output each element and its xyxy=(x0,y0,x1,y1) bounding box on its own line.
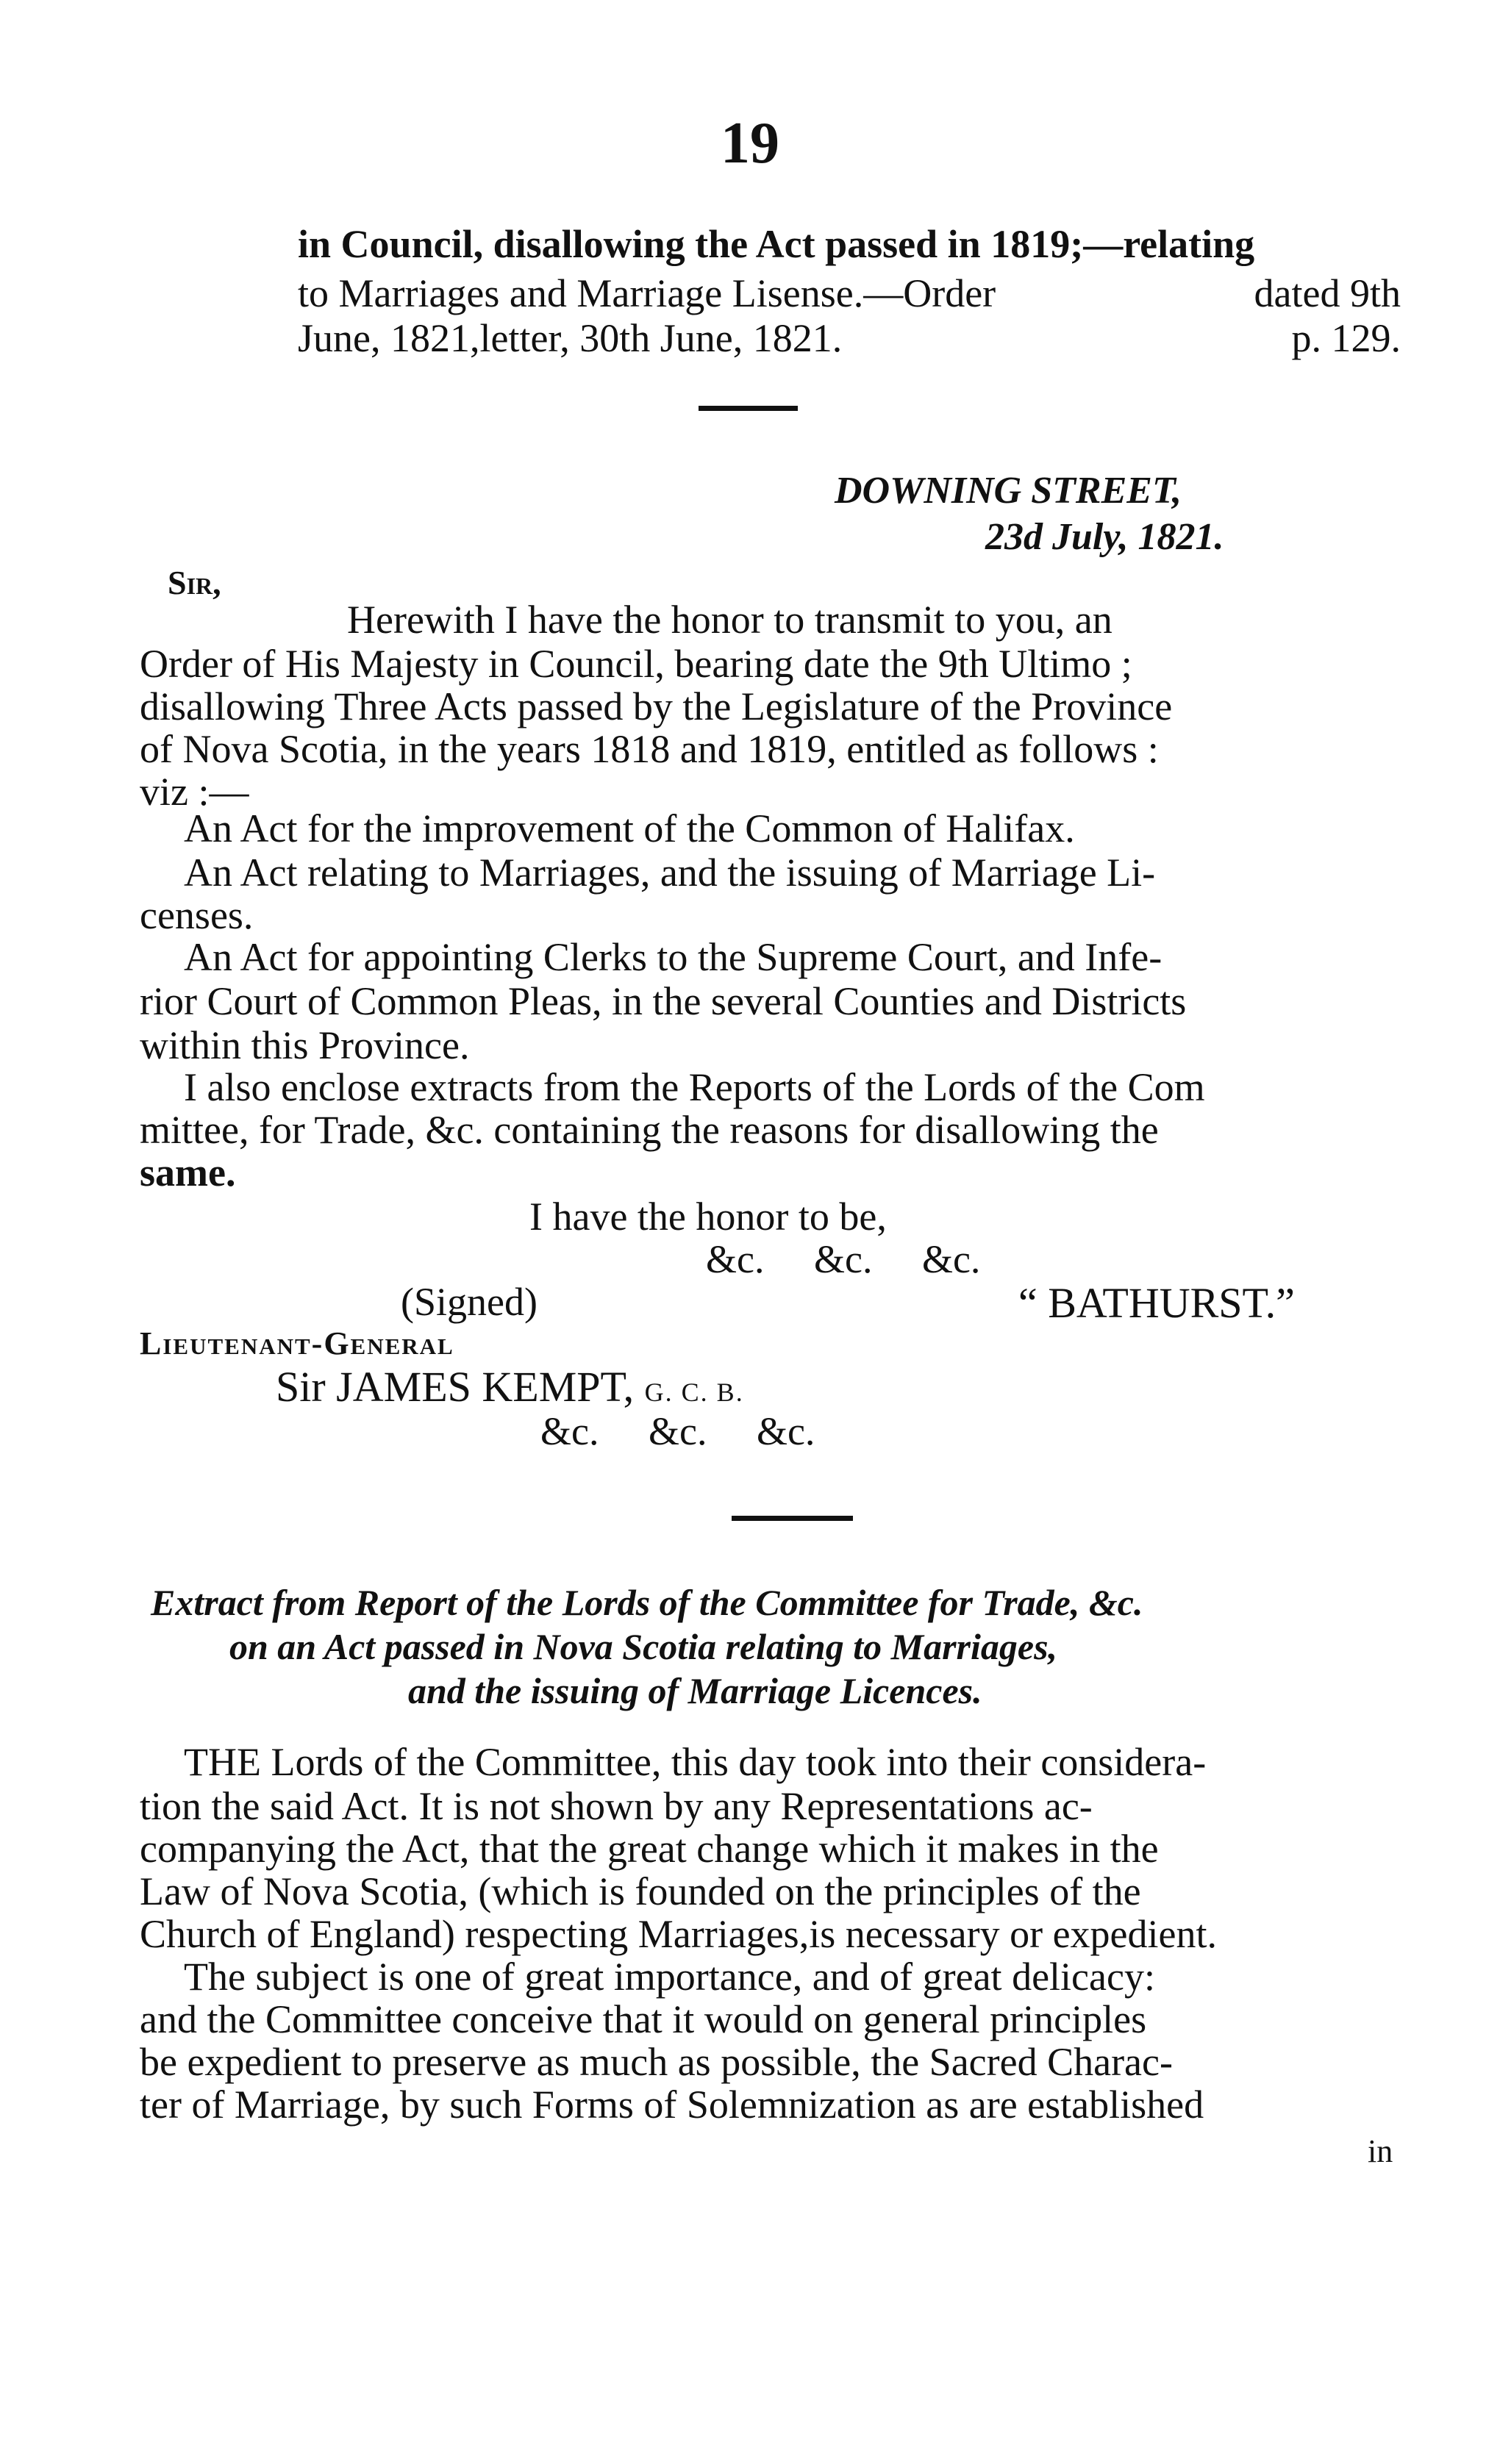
extract-body-line-9: ter of Marriage, by such Forms of Solemnization as are established xyxy=(140,2082,1204,2127)
enclose-line-2: mittee, for Trade, &c. containing the reasons for disallowing the xyxy=(140,1108,1159,1152)
section-divider-bottom xyxy=(732,1516,853,1521)
letter-body-line-4-text: of Nova Scotia, in the years 1818 and 1819, entitled as follows : xyxy=(140,727,1159,771)
catchword: in xyxy=(1368,2133,1393,2169)
extract-body-line-2: tion the said Act. It is not shown by any Representations ac- xyxy=(140,1784,1093,1828)
council-line-2-left: to Marriages and Marriage Lisense.—Order xyxy=(298,271,996,315)
letter-signature: “ BATHURST.” xyxy=(1018,1279,1295,1327)
letter-closing: I have the honor to be, xyxy=(529,1195,887,1239)
letter-body-line-3-text: disallowing Three Acts passed by the Legislature of the Province xyxy=(140,684,1173,728)
act-line-5: rior Court of Common Pleas, in the several Counties and Districts xyxy=(140,979,1187,1023)
letter-signed: (Signed) xyxy=(401,1280,538,1324)
letter-body-line-4 xyxy=(140,729,1404,769)
council-line-3-left: June, 1821,letter, 30th June, 1821. xyxy=(298,316,843,360)
act-line-3: censes. xyxy=(140,893,254,937)
extract-heading-line-2: on an Act passed in Nova Scotia relating to Marriages, xyxy=(229,1626,1058,1667)
letter-body-line-2 xyxy=(140,644,1404,684)
extract-body-line-8: be expedient to preserve as much as possible, the Sacred Charac- xyxy=(140,2040,1173,2084)
addressee-name: Sir JAMES KEMPT, xyxy=(276,1363,635,1411)
council-line-2 xyxy=(298,273,1401,313)
extract-body-line-7: and the Committee conceive that it would on general principles xyxy=(140,1997,1147,2041)
extract-heading-line-1: Extract from Report of the Lords of the Committee for Trade, &c. xyxy=(151,1582,1143,1623)
act-line-4: An Act for appointing Clerks to the Supreme Court, and Infe- xyxy=(184,935,1162,979)
council-line-3 xyxy=(298,318,1401,358)
addressee-etc: &c. &c. &c. xyxy=(540,1409,815,1453)
addressee-honours: G. C. B. xyxy=(644,1378,744,1407)
section-divider-top xyxy=(699,406,798,411)
extract-body-line-1: THE Lords of the Committee, this day took into their considera- xyxy=(184,1740,1207,1784)
letter-body-line-1 xyxy=(347,600,1406,640)
letter-body-line-1-text: Herewith I have the honor to transmit to you, an xyxy=(347,598,1112,642)
council-line-2-right: dated 9th xyxy=(1254,271,1401,315)
extract-heading-line-3: and the issuing of Marriage Licences. xyxy=(408,1670,982,1711)
council-line-1 xyxy=(298,224,1401,264)
letter-etc: &c. &c. &c. xyxy=(706,1237,981,1281)
act-line-1: An Act for the improvement of the Common of Halifax. xyxy=(184,806,1075,850)
enclose-line-3: same. xyxy=(140,1150,236,1195)
addressee-title: Lieutenant-General xyxy=(140,1325,454,1361)
council-line-1-text: in Council, disallowing the Act passed in 1819;—relating xyxy=(298,222,1255,266)
act-line-6: within this Province. xyxy=(140,1023,470,1067)
letter-body-line-5: viz :— xyxy=(140,770,249,814)
letter-date: 23d July, 1821. xyxy=(985,516,1224,558)
letter-body-line-3 xyxy=(140,684,1404,728)
council-line-3-right: p. 129. xyxy=(1291,316,1401,360)
letter-place: DOWNING STREET, xyxy=(835,470,1182,512)
addressee-name-line xyxy=(276,1363,744,1411)
extract-body-line-6: The subject is one of great importance, and of great delicacy: xyxy=(184,1955,1155,1999)
extract-body-line-3: companying the Act, that the great change which it makes in the xyxy=(140,1827,1159,1871)
page-number: 19 xyxy=(721,111,779,176)
extract-body-line-4: Law of Nova Scotia, (which is founded on the principles of the xyxy=(140,1869,1141,1913)
letter-salutation: Sir, xyxy=(168,564,221,601)
extract-body-line-5: Church of England) respecting Marriages,is necessary or expedient. xyxy=(140,1912,1217,1956)
enclose-line-1: I also enclose extracts from the Reports of the Lords of the Com xyxy=(184,1065,1205,1109)
letter-body-line-2-text: Order of His Majesty in Council, bearing date the 9th Ultimo ; xyxy=(140,642,1132,686)
act-line-2: An Act relating to Marriages, and the issuing of Marriage Li- xyxy=(184,850,1156,895)
